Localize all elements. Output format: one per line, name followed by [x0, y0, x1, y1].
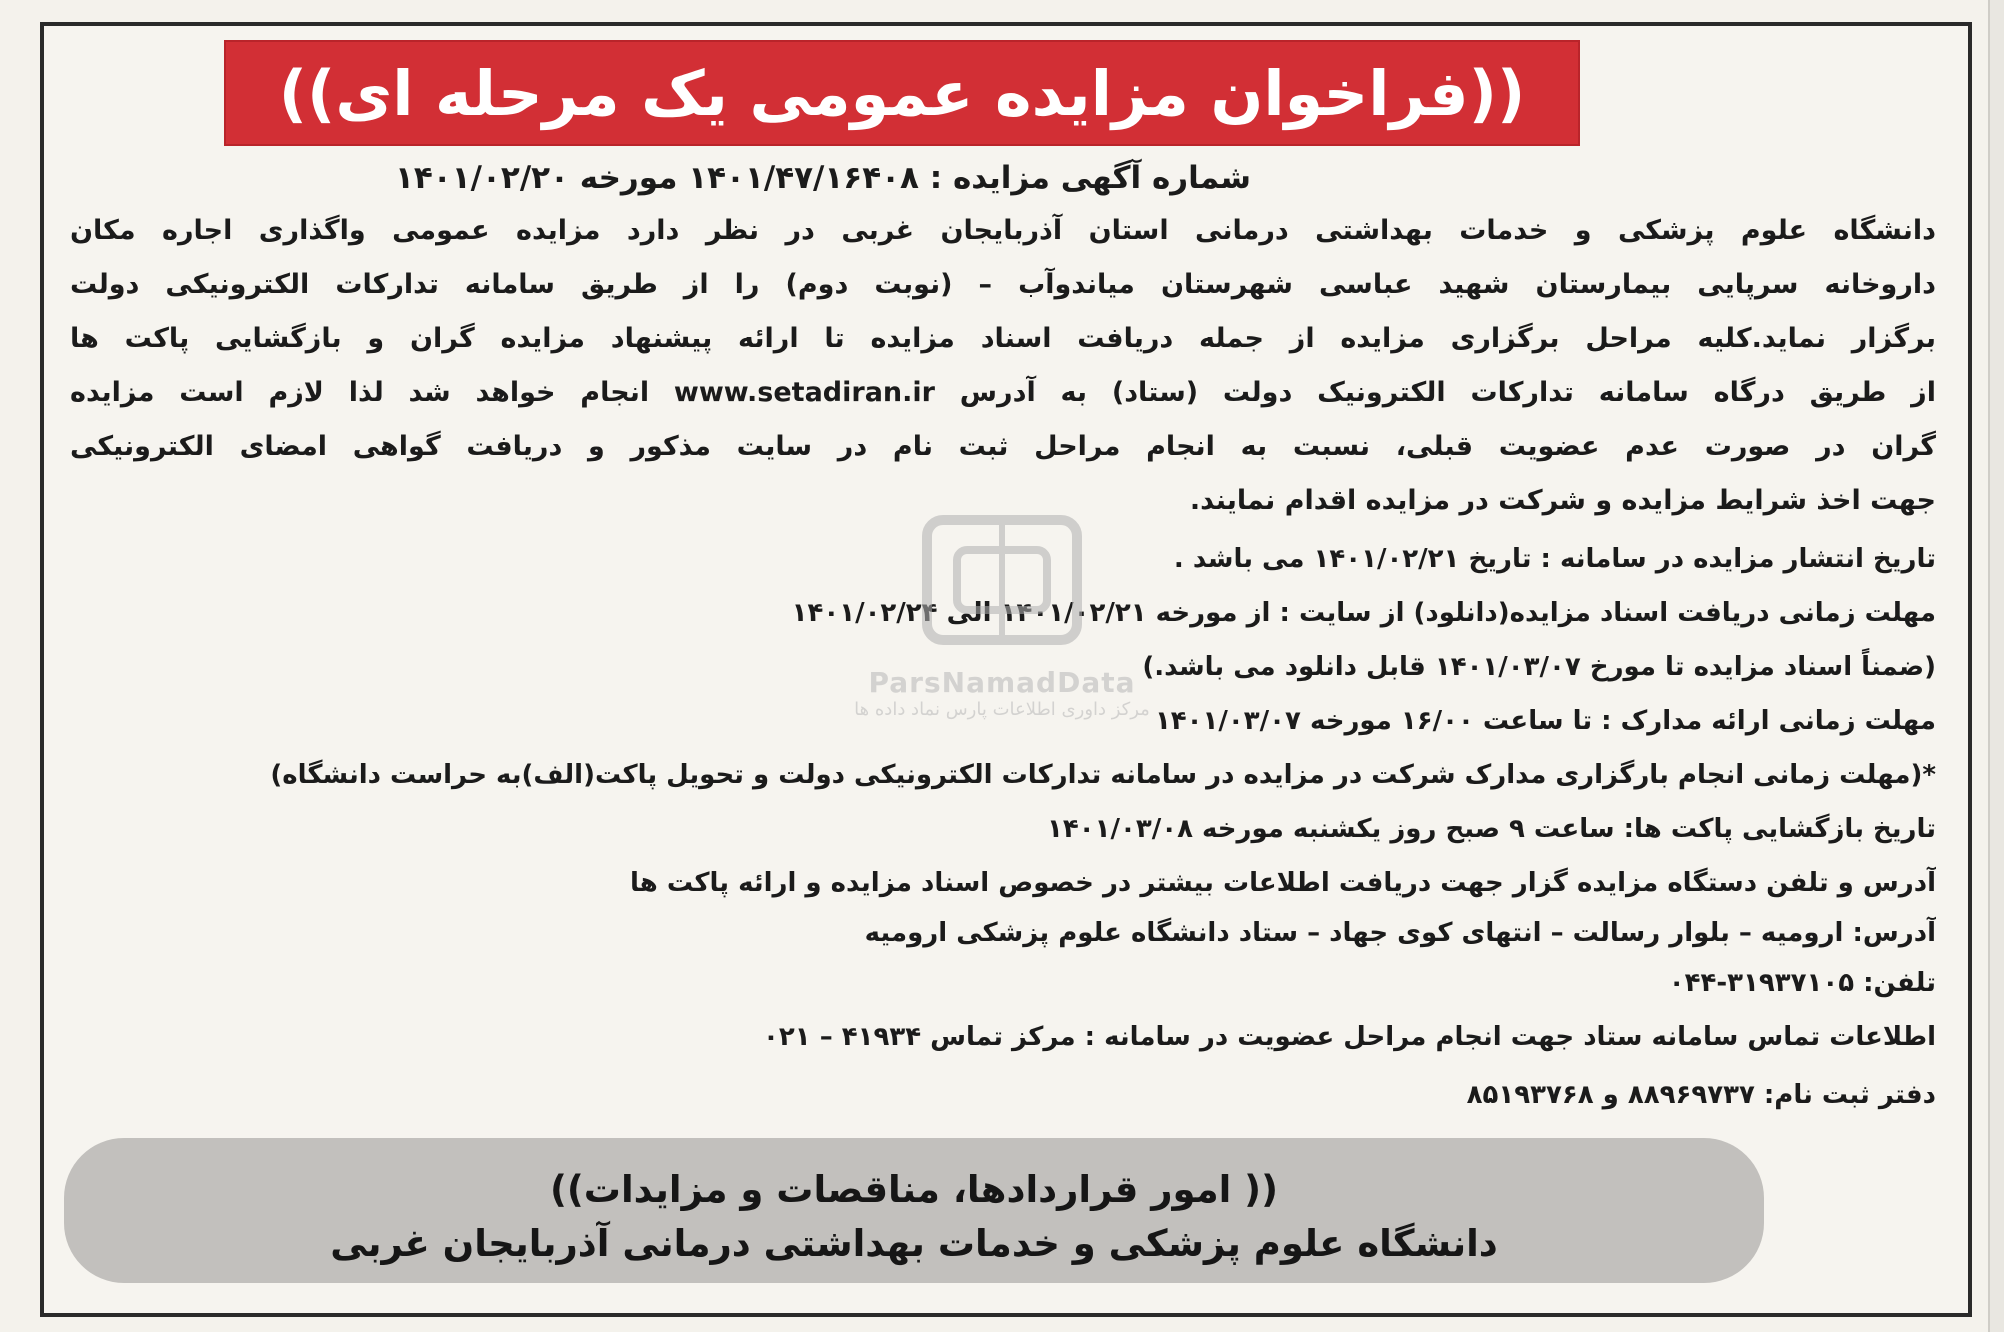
ad-number-line: شماره آگهی مزایده : ۱۴۰۱/۴۷/۱۶۴۰۸ مورخه ۱۴۰۱/۰۲/۲۰	[394, 160, 1252, 196]
submission-deadline: مهلت زمانی ارائه مدارک : تا ساعت ۱۶/۰۰ مورخه ۱۴۰۱/۰۳/۰۷	[1154, 706, 1936, 736]
intro-line: گران در صورت عدم عضویت قبلی، نسبت به انجام مراحل ثبت نام در سایت مذکور و دریافت گواهی امضای الکترونیکی	[70, 431, 1936, 462]
adjacent-page-edge	[1988, 0, 2004, 1332]
publish-date: تاریخ انتشار مزایده در سامانه : تاریخ ۱۴۰۱/۰۲/۲۱ می باشد .	[1173, 544, 1936, 574]
title-banner	[224, 40, 1580, 146]
opening-date: تاریخ بازگشایی پاکت ها: ساعت ۹ صبح روز یکشنبه مورخه ۱۴۰۱/۰۳/۰۸	[1047, 814, 1936, 844]
intro-paragraph	[70, 204, 1936, 528]
watermark-subtitle: مرکز داوری اطلاعات پارس نماد داده ها	[854, 699, 1150, 720]
intro-line: داروخانه سرپایی بیمارستان شهید عباسی شهرستان میاندوآب – (نوبت دوم) را از طریق سامانه تدارکات الکترونیکی دولت	[70, 269, 1936, 300]
intro-line: برگزار نماید.کلیه مراحل برگزاری مزایده از جمله دریافت اسناد مزایده تا ارائه پیشنهاد مزایده گران و بازگشایی پاکت ها	[70, 323, 1936, 354]
registration-office: دفتر ثبت نام: ۸۸۹۶۹۷۳۷ و ۸۵۱۹۳۷۶۸	[1466, 1080, 1936, 1110]
info-list	[70, 534, 1936, 1124]
submission-note: *(مهلت زمانی انجام بارگزاری مدارک شرکت در مزایده در سامانه تدارکات الکترونیکی دولت و تحویل پاکت(الف)به حراست دانشگاه)	[270, 760, 1936, 790]
footer-department: (( امور قراردادها، مناقصات و مزایدات))	[549, 1168, 1279, 1211]
download-note: (ضمناً اسناد مزایده تا مورخ ۱۴۰۱/۰۳/۰۷ قابل دانلود می باشد.)	[1142, 652, 1936, 682]
title-text: ((فراخوان مزایده عمومی یک مرحله ای))	[278, 56, 1526, 130]
intro-line: دانشگاه علوم پزشکی و خدمات بهداشتی درمانی استان آذربایجان غربی در نظر دارد مزایده عمومی واگذاری اجاره مکان	[70, 215, 1936, 246]
setad-contact: اطلاعات تماس سامانه ستاد جهت انجام مراحل عضویت در سامانه : مرکز تماس ۴۱۹۳۴ – ۰۲۱	[763, 1022, 1936, 1052]
address-line: آدرس: ارومیه – بلوار رسالت – انتهای کوی جهاد – ستاد دانشگاه علوم پزشکی ارومیه	[864, 918, 1936, 948]
download-deadline: مهلت زمانی دریافت اسناد مزایده(دانلود) از سایت : از مورخه ۱۴۰۱/۰۲/۲۱ الی ۱۴۰۱/۰۲/۲۴	[791, 598, 1936, 628]
phone-line: تلفن: ۳۱۹۳۷۱۰۵-۰۴۴	[1668, 968, 1936, 998]
intro-line: از طریق درگاه سامانه تدارکات الکترونیک دولت (ستاد) به آدرس www.setadiran.ir انجام خواهد شد لذا لازم است مزایده	[70, 377, 1936, 408]
contact-heading: آدرس و تلفن دستگاه مزایده گزار جهت دریافت اطلاعات بیشتر در خصوص اسناد مزایده و ارائه پاکت ها	[630, 868, 1936, 898]
issuer-footer	[64, 1138, 1764, 1283]
watermark-brand: ParsNamadData	[868, 666, 1136, 699]
intro-line: جهت اخذ شرایط مزایده و شرکت در مزایده اقدام نمایند.	[1189, 485, 1936, 516]
ad-body	[70, 152, 1936, 1124]
footer-university: دانشگاه علوم پزشکی و خدمات بهداشتی درمانی آذربایجان غربی	[330, 1222, 1498, 1265]
